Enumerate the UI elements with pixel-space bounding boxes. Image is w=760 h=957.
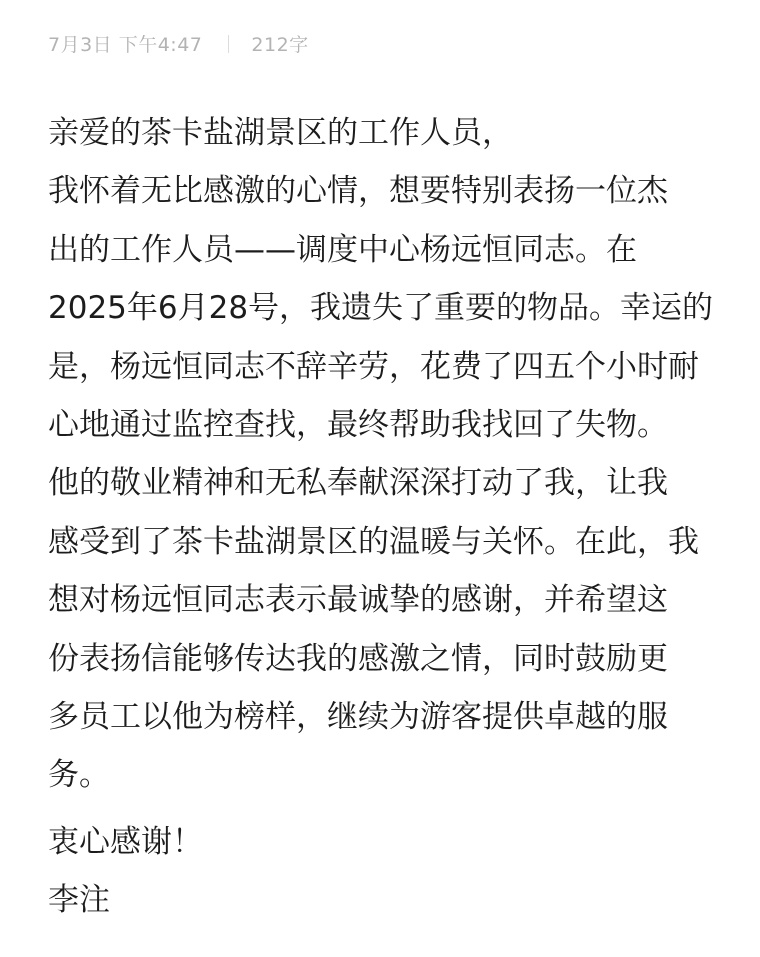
letter-line: 是，杨远恒同志不辞辛劳，花费了四五个小时耐 (48, 348, 699, 385)
letter-line: 我怀着无比感激的心情，想要特别表扬一位杰 (48, 173, 668, 210)
letter-line: 他的敬业精神和无私奉献深深打动了我，让我 (48, 465, 668, 502)
letter-line: 出的工作人员——调度中心杨远恒同志。在 (48, 231, 637, 268)
meta-divider (228, 35, 229, 53)
letter-line: 务。 (48, 757, 110, 794)
letter-line: 份表扬信能够传达我的感激之情，同时鼓励更 (48, 640, 668, 677)
letter-signature: 李注 (48, 882, 110, 918)
letter-line: 2025年6月28号，我遗失了重要的物品。幸运的 (48, 290, 714, 327)
note-date-time: 7月3日 下午4:47 (48, 34, 203, 56)
letter-line: 心地通过监控查找，最终帮助我找回了失物。 (48, 407, 668, 444)
letter-line: 感受到了茶卡盐湖景区的温暖与关怀。在此，我 (48, 523, 699, 560)
letter-closing: 衷心感谢！ (48, 824, 203, 860)
note-word-count: 212字 (251, 34, 309, 56)
letter-line: 亲爱的茶卡盐湖景区的工作人员， (48, 115, 513, 151)
letter-line: 多员工以他为榜样，继续为游客提供卓越的服 (48, 699, 668, 736)
note-meta (48, 30, 309, 57)
letter-line: 想对杨远恒同志表示最诚挚的感谢，并希望这 (48, 582, 668, 619)
note-body[interactable] (48, 104, 728, 805)
